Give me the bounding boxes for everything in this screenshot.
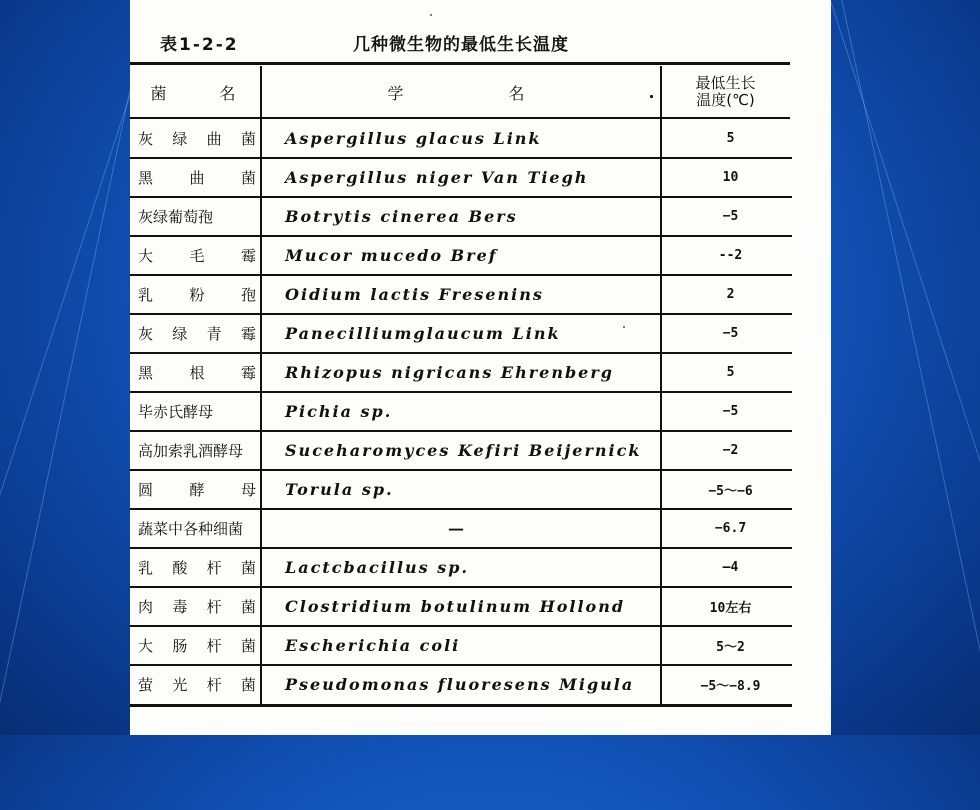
common-name-cell bbox=[134, 548, 260, 587]
table-row bbox=[130, 392, 790, 431]
scan-speck bbox=[650, 95, 653, 98]
common-name-cell bbox=[134, 587, 260, 626]
scientific-name-cell: Botrytis cinerea Bers bbox=[285, 207, 518, 226]
common-name-char: 乳 bbox=[138, 559, 154, 577]
header-min-temp-line1: 最低生长 bbox=[695, 74, 756, 92]
header-common-name: 菌 名 bbox=[150, 83, 260, 103]
scientific-name-cell: Panecilliumglaucum Link bbox=[285, 324, 561, 343]
common-name-char: 蔬菜中各种细菌 bbox=[138, 520, 244, 538]
common-name-char: 菌 bbox=[240, 637, 256, 655]
scientific-name-cell: Rhizopus nigricans Ehrenberg bbox=[285, 363, 614, 382]
min-temp-cell: 5 bbox=[726, 365, 735, 380]
min-temp-cell: 10左右 bbox=[709, 601, 752, 616]
common-name-char: 黑 bbox=[138, 169, 154, 187]
common-name-char: 霉 bbox=[240, 247, 256, 265]
common-name-cell bbox=[134, 314, 260, 353]
table-row bbox=[130, 119, 790, 158]
scientific-name-cell: Mucor mucedo Bref bbox=[285, 246, 498, 265]
common-name-char: 灰 bbox=[138, 130, 154, 148]
common-name-cell bbox=[134, 626, 260, 665]
scan-speck bbox=[623, 326, 625, 328]
header-min-temp-line2: 温度(℃) bbox=[696, 91, 755, 109]
common-name-char: 杆 bbox=[206, 598, 222, 616]
table-number: 表1-2-2 bbox=[160, 35, 239, 55]
header-min-temp bbox=[661, 66, 790, 118]
scientific-name-cell: Escherichia coli bbox=[285, 636, 461, 655]
common-name-char: 根 bbox=[189, 364, 205, 382]
common-name-char: 黑 bbox=[138, 364, 154, 382]
min-temp-cell: --2 bbox=[718, 248, 743, 263]
scientific-name-cell: Pichia sp. bbox=[285, 402, 393, 421]
common-name-cell bbox=[134, 275, 260, 314]
common-name-char: 杆 bbox=[206, 559, 222, 577]
min-temp-cell: −5 bbox=[722, 209, 739, 224]
min-temp-cell: −5～−6 bbox=[708, 484, 753, 499]
common-name-char: 毕赤氏酵母 bbox=[138, 403, 214, 421]
common-name-cell bbox=[134, 353, 260, 392]
table-row bbox=[130, 353, 790, 392]
header-scientific-name: 学 名 bbox=[387, 83, 575, 103]
common-name-cell bbox=[134, 470, 260, 509]
common-name-char: 高加索乳酒酵母 bbox=[138, 442, 244, 460]
scanned-table-page bbox=[130, 0, 831, 735]
scientific-name-cell: Oidium lactis Fresenins bbox=[285, 285, 544, 304]
common-name-char: 杆 bbox=[206, 676, 222, 694]
min-temp-cell: −2 bbox=[722, 443, 739, 458]
min-temp-cell: −5～−8.9 bbox=[700, 679, 761, 694]
table-header bbox=[130, 66, 790, 118]
common-name-char: 绿 bbox=[172, 325, 188, 343]
min-temp-cell: —4 bbox=[722, 560, 739, 575]
common-name-char: 菌 bbox=[240, 676, 256, 694]
scientific-name-cell: Pseudomonas fluoresens Migula bbox=[285, 675, 635, 694]
common-name-char: 杆 bbox=[206, 637, 222, 655]
common-name-char: 大 bbox=[138, 247, 154, 265]
common-name-char: 光 bbox=[172, 676, 188, 694]
common-name-char: 霉 bbox=[240, 364, 256, 382]
min-temp-cell: 5 bbox=[726, 131, 735, 146]
min-temp-cell: 5～2 bbox=[716, 640, 745, 655]
common-name-char: 肉 bbox=[138, 598, 154, 616]
table-row bbox=[130, 314, 790, 353]
common-name-char: 菌 bbox=[240, 559, 256, 577]
table-row bbox=[130, 587, 790, 626]
table-row bbox=[130, 509, 790, 548]
table-row bbox=[130, 665, 790, 704]
common-name-cell bbox=[134, 119, 260, 158]
common-name-char: 青 bbox=[206, 325, 222, 343]
common-name-cell bbox=[134, 197, 260, 236]
common-name-char: 菌 bbox=[240, 598, 256, 616]
common-name-char: 曲 bbox=[206, 130, 222, 148]
scientific-name-cell: Lactcbacillus sp. bbox=[285, 558, 469, 577]
common-name-char: 酵 bbox=[189, 481, 205, 499]
common-name-cell bbox=[134, 509, 260, 548]
common-name-char: 霉 bbox=[240, 325, 256, 343]
table-row bbox=[130, 470, 790, 509]
common-name-cell bbox=[134, 431, 260, 470]
common-name-char: 菌 bbox=[240, 130, 256, 148]
common-name-char: 毛 bbox=[189, 247, 205, 265]
scientific-name-cell: Torula sp. bbox=[285, 480, 394, 499]
background-line bbox=[826, 0, 980, 810]
min-temp-cell: 2 bbox=[726, 287, 735, 302]
min-temp-cell: −5 bbox=[722, 404, 739, 419]
table-row bbox=[130, 197, 790, 236]
table-caption bbox=[160, 30, 569, 55]
common-name-char: 粉 bbox=[189, 286, 205, 304]
table-row bbox=[130, 158, 790, 197]
scientific-name-cell: Clostridium botulinum Hollond bbox=[285, 597, 626, 616]
common-name-char: 绿 bbox=[172, 130, 188, 148]
common-name-char: 毒 bbox=[172, 598, 188, 616]
common-name-cell bbox=[134, 236, 260, 275]
scientific-name-cell: Suceharomyces Kefiri Beijernick bbox=[285, 441, 642, 460]
background-line bbox=[811, 0, 980, 798]
table-row bbox=[130, 236, 790, 275]
table-row bbox=[130, 626, 790, 665]
common-name-char: 酸 bbox=[172, 559, 188, 577]
common-name-char: 圆 bbox=[138, 481, 154, 499]
common-name-char: 肠 bbox=[172, 637, 188, 655]
common-name-char: 孢 bbox=[240, 286, 256, 304]
common-name-char: 萤 bbox=[138, 676, 154, 694]
common-name-char: 灰 bbox=[138, 325, 154, 343]
common-name-char: 大 bbox=[138, 637, 154, 655]
scientific-name-cell: — bbox=[448, 519, 464, 538]
min-temp-cell: −6.7 bbox=[714, 521, 747, 536]
common-name-cell bbox=[134, 392, 260, 431]
table-row bbox=[130, 548, 790, 587]
common-name-cell bbox=[134, 158, 260, 197]
scientific-name-cell: Aspergillus niger Van Tiegh bbox=[285, 168, 589, 187]
common-name-char: 母 bbox=[240, 481, 256, 499]
scan-speck bbox=[430, 14, 432, 16]
common-name-cell bbox=[134, 665, 260, 704]
common-name-char: 灰绿葡萄孢 bbox=[138, 208, 214, 226]
bottom-rule bbox=[130, 704, 792, 707]
table-row bbox=[130, 431, 790, 470]
common-name-char: 曲 bbox=[189, 169, 205, 187]
common-name-char: 乳 bbox=[138, 286, 154, 304]
table-row bbox=[130, 275, 790, 314]
table-title: 几种微生物的最低生长温度 bbox=[353, 35, 569, 55]
min-temp-cell: −5 bbox=[722, 326, 739, 341]
common-name-char: 菌 bbox=[240, 169, 256, 187]
min-temp-cell: 10 bbox=[722, 170, 739, 185]
scientific-name-cell: Aspergillus glacus Link bbox=[285, 129, 542, 148]
top-rule bbox=[130, 62, 790, 65]
